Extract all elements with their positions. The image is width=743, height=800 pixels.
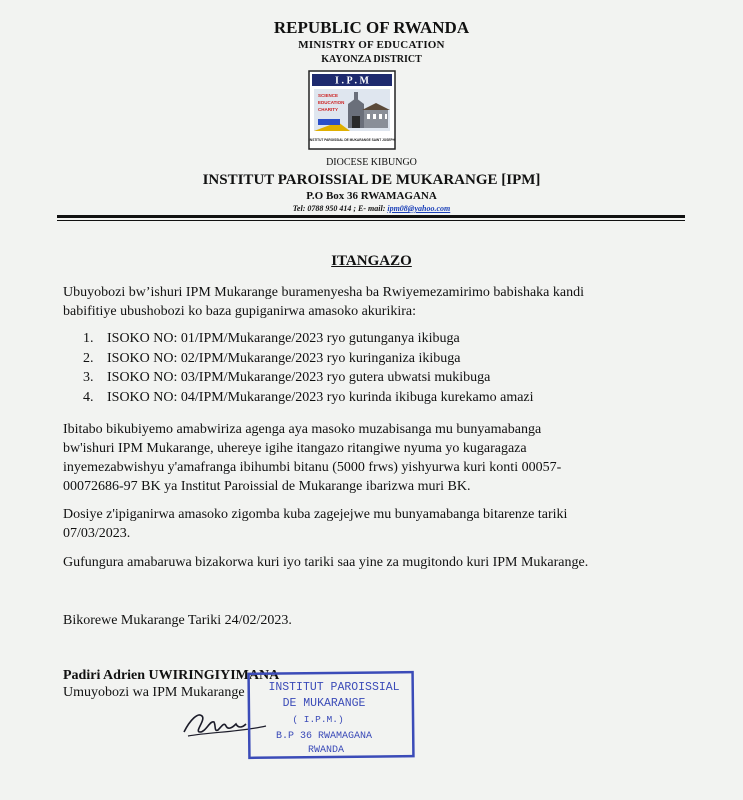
paragraph-line: inyemezabwishyu y'amafranga ibihumbi bitanu (5000 frws) yishyurwa kuri konti 00057-	[63, 460, 562, 475]
paragraph-line: Ibitabo bikubiyemo amabwiriza agenga aya masoko muzabisanga mu bunyamabanga	[63, 422, 542, 437]
republic-heading: REPUBLIC OF RWANDA	[273, 18, 470, 37]
paragraph-line: 00072686-97 BK ya Institut Paroissial de Mukarange ibarizwa muri BK.	[63, 479, 471, 494]
tender-text: ISOKO NO: 02/IPM/Mukarange/2023 ryo kuringaniza ikibuga	[107, 350, 461, 366]
tender-text: ISOKO NO: 03/IPM/Mukarange/2023 ryo gutera ubwatsi mukibuga	[107, 370, 491, 385]
ipm-logo	[308, 70, 396, 150]
institute-heading: INSTITUT PAROISSIAL DE MUKARANGE [IPM]	[202, 172, 541, 188]
pobox-line: P.O Box 36 RWAMAGANA	[306, 190, 437, 202]
stamp-line-1: INSTITUT PAROISSIAL	[268, 681, 400, 694]
intro-paragraph	[63, 283, 663, 321]
date-line: Bikorewe Mukarange Tariki 24/02/2023.	[63, 613, 292, 628]
logo-word-education: EDUCATION	[318, 100, 345, 105]
signer-role: Umuyobozi wa IPM Mukarange	[63, 685, 245, 700]
stamp-line-3: ( I.P.M.)	[292, 714, 344, 725]
paragraph-line: Dosiye z'ipiganirwa amasoko zigomba kuba zagejejwe mu bunyamabanga bitarenze tariki	[63, 507, 568, 522]
tender-item	[63, 349, 703, 369]
tender-text: ISOKO NO: 04/IPM/Mukarange/2023 ryo kurinda ikibuga kurekamo amazi	[107, 389, 534, 405]
ministry-heading: MINISTRY OF EDUCATION	[298, 39, 445, 51]
documents-paragraph	[63, 420, 663, 496]
logo-initials: I . P . M	[335, 75, 369, 87]
intro-line: babifitiye ubushobozi ko baza gupiganirwa amasoko akurikira:	[63, 304, 417, 319]
stamp-line-5: RWANDA	[307, 745, 345, 756]
opening-paragraph: Gufungura amabaruwa bizakorwa kuri iyo tariki saa yine za mugitondo kuri IPM Mukarange.	[63, 555, 589, 570]
notice-title: ITANGAZO	[331, 253, 412, 269]
tender-item	[63, 368, 703, 388]
logo-caption: INSTITUT PAROISSIAL DE MUKARANGE SAINT JOSEPH	[309, 138, 395, 142]
tender-number: 3.	[83, 370, 94, 385]
logo-word-charity: CHARITY	[318, 107, 338, 112]
header-rule-thin	[57, 220, 685, 221]
tender-item	[63, 388, 703, 408]
intro-line: Ubuyobozi bw’ishuri IPM Mukarange buramenyesha ba Rwiyemezamirimo babishaka kandi	[63, 285, 584, 300]
stamp-line-4: B.P 36 RWAMAGANA	[275, 731, 373, 742]
paragraph-line: bw'ishuri IPM Mukarange, uhereye igihe itangazo ritangiwe nyuma yo kugaragaza	[63, 441, 527, 456]
deadline-paragraph	[63, 505, 663, 543]
tel-text: Tel: 0788 950 414 ; E- mail:	[292, 204, 388, 213]
stamp-line-2: DE MUKARANGE	[282, 697, 366, 710]
email-link[interactable]: ipm08@yahoo.com	[387, 204, 451, 213]
tender-list	[63, 329, 703, 407]
district-heading: KAYONZA DISTRICT	[321, 54, 422, 65]
tender-item	[63, 329, 703, 349]
tender-number: 2.	[83, 350, 94, 366]
tender-number: 1.	[83, 331, 94, 346]
logo-word-science: SCIENCE	[318, 93, 339, 98]
tender-number: 4.	[83, 389, 94, 405]
tender-text: ISOKO NO: 01/IPM/Mukarange/2023 ryo gutunganya ikibuga	[107, 331, 460, 346]
signer-name: Padiri Adrien UWIRINGIYIMANA	[63, 668, 280, 683]
paragraph-line: 07/03/2023.	[63, 526, 131, 541]
contact-line	[0, 204, 743, 213]
official-stamp	[246, 670, 416, 760]
header-rule-thick	[57, 215, 685, 218]
diocese-heading: DIOCESE KIBUNGO	[326, 157, 417, 168]
